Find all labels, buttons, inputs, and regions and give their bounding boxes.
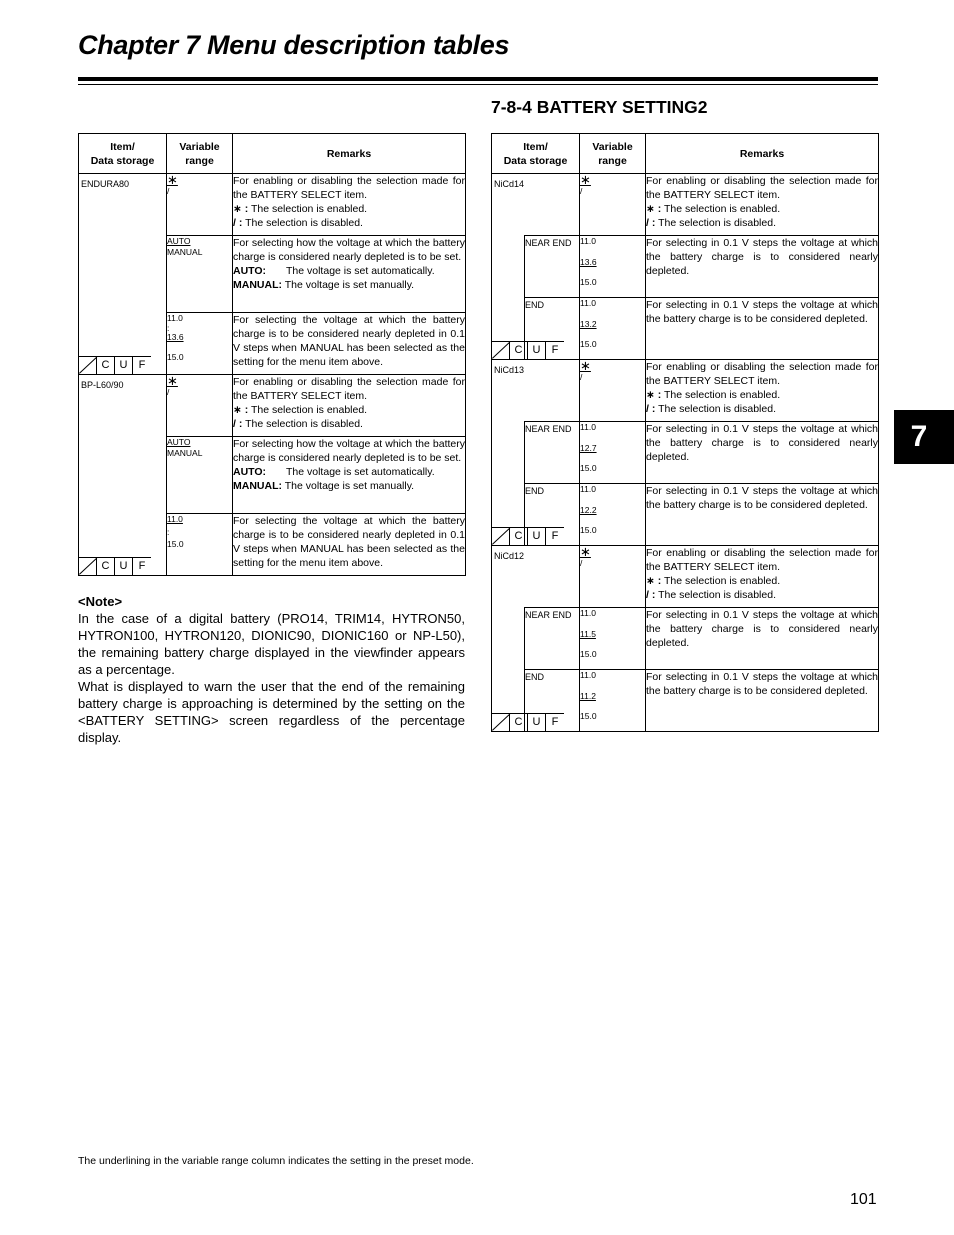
note-paragraph: In the case of a digital battery (PRO14, TRIM14, HYTRON50, HYTRON100, HYTRON120, DIONIC90, DIONIC160 or NP-L50), the remaining battery charge displayed in the viewfinder appears as a percentage. <box>78 611 465 677</box>
table-row <box>492 236 879 298</box>
subitem-end: END <box>525 670 580 732</box>
item-bp-l60-90: BP-L60/90 C U F <box>79 375 167 576</box>
note-paragraph: What is displayed to warn the user that the end of the remaining battery charge is approaching is determined by the setting on the <BATTERY SETTING> screen regardless of the percentage display. <box>78 679 465 745</box>
footnote: The underlining in the variable range column indicates the setting in the preset mode. <box>78 1155 474 1167</box>
item-endura80: ENDURA80 C U F <box>79 174 167 375</box>
variable-range: 11.0 12.2 15.0 <box>580 484 646 546</box>
remarks: For enabling or disabling the selection made for the BATTERY SELECT item. ∗ : The selection is enabled. / : The selection is disabled. <box>646 360 879 422</box>
chapter-tab: 7 <box>894 410 954 464</box>
note-block <box>78 593 465 746</box>
subitem-end: END <box>525 298 580 360</box>
header-rule-thin <box>78 84 878 85</box>
cuf-storage-indicator: C U F <box>492 341 564 359</box>
subitem-near-end: NEAR END <box>525 422 580 484</box>
item-nicd13: NiCd13 <box>492 360 580 422</box>
section-title: 7-8-4 BATTERY SETTING2 <box>491 97 708 117</box>
header-item: Item/ Data storage <box>79 134 167 174</box>
variable-range: ∗ / <box>580 174 646 236</box>
variable-range: AUTO MANUAL <box>167 437 233 514</box>
remarks: For selecting the voltage at which the battery charge is to be considered nearly depleted in 0.1 V steps when MANUAL has been selected as the setting for the menu item above. <box>233 514 466 576</box>
remarks: For selecting how the voltage at which the battery charge is considered nearly depleted is to be set. AUTO: The voltage is set automatically. MANUAL: The voltage is set manually. <box>233 236 466 313</box>
subitem-near-end: NEAR END <box>525 608 580 670</box>
chapter-title: Chapter 7 Menu description tables <box>78 30 510 60</box>
header-remarks: Remarks <box>646 134 879 174</box>
header-variable-range: Variable range <box>580 134 646 174</box>
right-menu-table <box>491 133 879 732</box>
cuf-storage-indicator: C U F <box>492 527 564 545</box>
variable-range: ∗ / <box>167 174 233 236</box>
cuf-storage-indicator: C U F <box>79 557 151 575</box>
variable-range: ∗ / <box>167 375 233 437</box>
header-item: Item/ Data storage <box>492 134 580 174</box>
variable-range: 11.0 : 15.0 <box>167 514 233 576</box>
variable-range: 11.0 13.6 15.0 <box>580 236 646 298</box>
left-menu-table <box>78 133 466 576</box>
item-nicd14: NiCd14 <box>492 174 580 236</box>
variable-range: 11.0 : 13.6 15.0 <box>167 313 233 375</box>
variable-range: 11.0 12.7 15.0 <box>580 422 646 484</box>
note-heading: <Note> <box>78 594 123 609</box>
remarks: For selecting in 0.1 V steps the voltage at which the battery charge is to be considered depleted. <box>646 670 879 732</box>
table-row <box>492 360 879 422</box>
header-rule-thick <box>78 77 878 81</box>
table-header-row <box>79 134 466 174</box>
table-row <box>492 422 879 484</box>
table-row <box>492 174 879 236</box>
variable-range: AUTO MANUAL <box>167 236 233 313</box>
header-variable-range: Variable range <box>167 134 233 174</box>
table-row <box>492 546 879 608</box>
remarks: For enabling or disabling the selection made for the BATTERY SELECT item. ∗ : The selection is enabled. / : The selection is disabled. <box>233 174 466 236</box>
variable-range: ∗ / <box>580 546 646 608</box>
remarks: For selecting how the voltage at which the battery charge is considered nearly depleted is to be set. AUTO: The voltage is set automatically. MANUAL: The voltage is set manually. <box>233 437 466 514</box>
remarks: For enabling or disabling the selection made for the BATTERY SELECT item. ∗ : The selection is enabled. / : The selection is disabled. <box>646 174 879 236</box>
remarks: For selecting in 0.1 V steps the voltage at which the battery charge is to considered nearly depleted. <box>646 236 879 298</box>
remarks: For selecting in 0.1 V steps the voltage at which the battery charge is to be considered depleted. <box>646 298 879 360</box>
table-row <box>79 174 466 236</box>
remarks: For selecting in 0.1 V steps the voltage at which the battery charge is to considered nearly depleted. <box>646 608 879 670</box>
table-row <box>492 608 879 670</box>
page-number: 101 <box>850 1191 877 1208</box>
variable-range: 11.0 11.2 15.0 <box>580 670 646 732</box>
table-row <box>79 375 466 437</box>
remarks: For selecting in 0.1 V steps the voltage at which the battery charge is to be considered depleted. <box>646 484 879 546</box>
variable-range: 11.0 11.5 15.0 <box>580 608 646 670</box>
header-remarks: Remarks <box>233 134 466 174</box>
variable-range: ∗ / <box>580 360 646 422</box>
remarks: For enabling or disabling the selection made for the BATTERY SELECT item. ∗ : The selection is enabled. / : The selection is disabled. <box>233 375 466 437</box>
item-nicd12: NiCd12 <box>492 546 580 608</box>
cuf-storage-indicator: C U F <box>492 713 564 731</box>
subitem-end: END <box>525 484 580 546</box>
remarks: For enabling or disabling the selection made for the BATTERY SELECT item. ∗ : The selection is enabled. / : The selection is disabled. <box>646 546 879 608</box>
remarks: For selecting the voltage at which the battery charge is to be considered nearly depleted in 0.1 V steps when MANUAL has been selected as the setting for the menu item above. <box>233 313 466 375</box>
table-header-row <box>492 134 879 174</box>
variable-range: 11.0 13.2 15.0 <box>580 298 646 360</box>
cuf-storage-indicator: C U F <box>79 356 151 374</box>
subitem-near-end: NEAR END <box>525 236 580 298</box>
remarks: For selecting in 0.1 V steps the voltage at which the battery charge is to considered nearly depleted. <box>646 422 879 484</box>
